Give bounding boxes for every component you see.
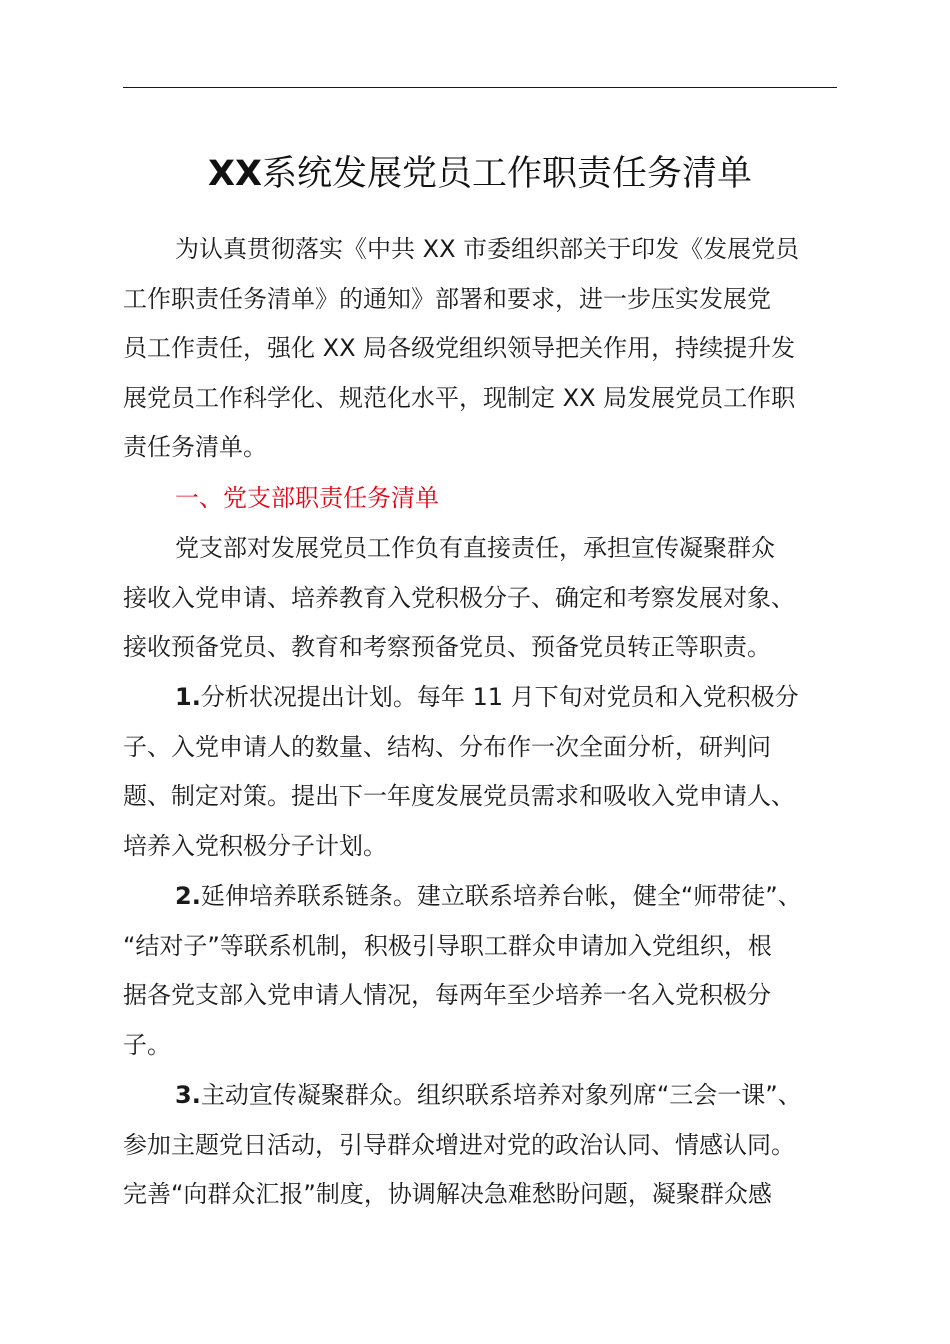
list-item <box>123 1071 839 1220</box>
branch-line: 接收入党申请、培养教育入党积极分子、确定和考察发展对象、 <box>123 583 795 612</box>
item-line: 题、制定对策。提出下一年度发展党员需求和吸收入党申请人、 <box>123 782 795 811</box>
item-line: 参加主题党日活动，引导群众增进对党的政治认同、情感认同。 <box>123 1130 795 1159</box>
intro-line: 展党员工作科学化、规范化水平，现制定 XX 局发展党员工作职 <box>123 383 796 412</box>
branch-paragraph <box>123 524 839 673</box>
section-heading <box>123 474 839 524</box>
item-lead-text: 延伸培养联系链条。建立联系培养台帐，健全“师带徒”、 <box>200 882 802 910</box>
item-first-line <box>123 872 839 922</box>
item-lead-text: 分析状况提出计划。每年 11 月下旬对党员和入党积极分 <box>200 683 799 711</box>
item-first-line <box>123 1071 839 1121</box>
item-line: 培养入党积极分子计划。 <box>123 831 387 860</box>
item-lead-text: 主动宣传凝聚群众。组织联系培养对象列席“三会一课”、 <box>200 1081 802 1109</box>
item-line: 完善“向群众汇报”制度，协调解决急难愁盼问题，凝聚群众感 <box>123 1180 772 1209</box>
intro-line: 工作职责任务清单》的通知》部署和要求，进一步压实发展党 <box>123 284 771 313</box>
item-first-line <box>123 673 839 723</box>
intro-line: 为认真贯彻落实《中共 XX 市委组织部关于印发《发展党员 <box>175 235 800 263</box>
item-number: 3. <box>175 1081 201 1109</box>
title-text: 系统发展党员工作职责任务清单 <box>261 154 752 194</box>
item-line: 子。 <box>123 1030 171 1059</box>
branch-line: 接收预备党员、教育和考察预备党员、预备党员转正等职责。 <box>123 633 771 662</box>
branch-line: 党支部对发展党员工作负有直接责任，承担宣传凝聚群众 <box>175 534 775 562</box>
intro-line: 员工作责任，强化 XX 局各级党组织领导把关作用，持续提升发 <box>123 334 796 363</box>
list-item <box>123 872 839 1070</box>
intro-line: 责任务清单。 <box>123 433 267 462</box>
item-number: 1. <box>175 683 201 711</box>
item-line: 子、入党申请人的数量、结构、分布作一次全面分析，研判问 <box>123 732 771 761</box>
item-line: “结对子”等联系机制，积极引导职工群众申请加入党组织，根 <box>123 931 772 960</box>
intro-paragraph <box>123 225 839 473</box>
document-title <box>123 148 837 200</box>
title-prefix: XX <box>208 154 262 194</box>
item-number: 2. <box>175 882 201 910</box>
section-heading-text: 一、党支部职责任务清单 <box>175 484 439 512</box>
header-rule <box>123 87 837 88</box>
item-line: 据各党支部入党申请人情况，每两年至少培养一名入党积极分 <box>123 981 771 1010</box>
list-item <box>123 673 839 871</box>
